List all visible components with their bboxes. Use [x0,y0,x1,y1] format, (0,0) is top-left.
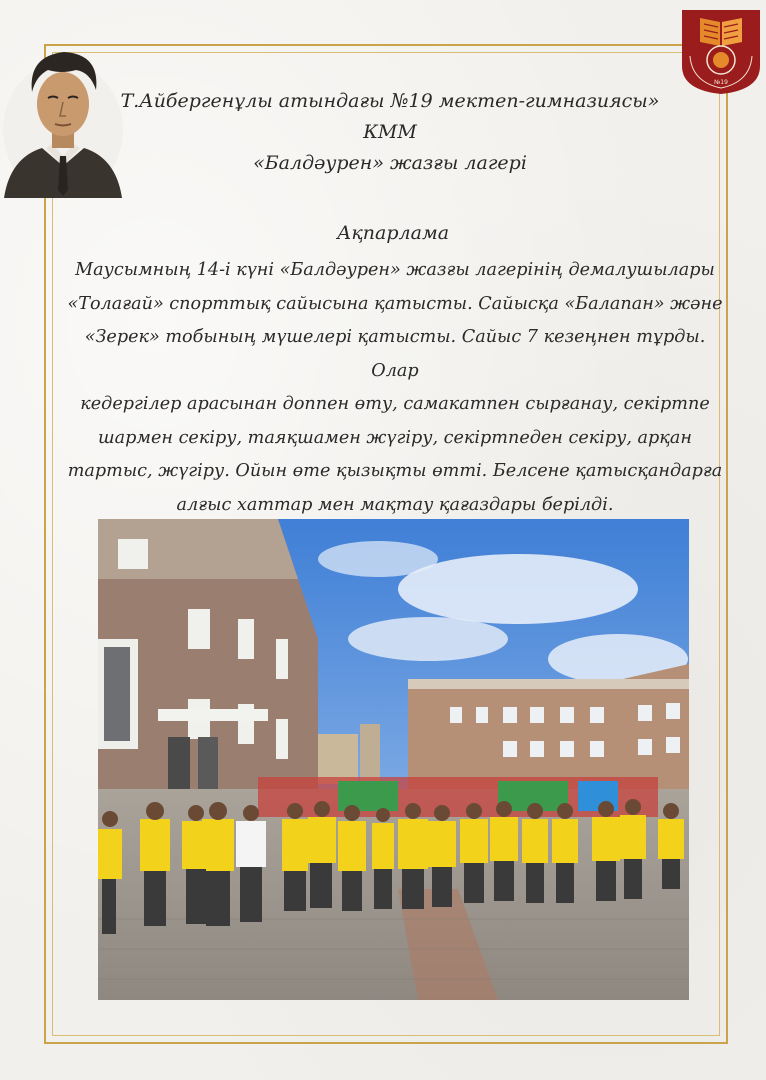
article-line: «Толағай» спорттық сайысына қатысты. Сайысқа «Балапан» және [67,293,723,314]
header-line-1: Т.Айбергенұлы атындағы №19 мектеп-гимназиясы» КММ [120,90,660,143]
event-photo [98,519,689,1000]
article-line: Маусымның 14-і күні «Балдәурен» жазғы лагерінің демалушылары [75,260,715,280]
portrait-image [2,40,124,198]
article-heading: Ақпарлама [336,222,450,244]
svg-text:№19: №19 [714,79,728,86]
school-header [110,86,670,179]
article-body [62,254,728,522]
article-line: алғыс хаттар мен мақтау қағаздары берілді. [176,494,614,515]
article-line: кедергілер арасынан доппен өту, самакатпен сырғанау, секіртпе [80,394,710,414]
article-line: шармен секіру, таяқшамен жүгіру, секіртпеден секіру, арқан [97,427,692,448]
article-line: «Зерек» тобының мүшелері қатысты. Сайыс 7 кезеңнен тұрды. Олар [84,327,706,381]
header-line-2: «Балдәурен» жазғы лагері [253,152,527,174]
school-logo [680,8,762,96]
article-line: тартыс, жүгіру. Ойын өте қызықты өтті. Белсене қатысқандарға [67,461,723,481]
